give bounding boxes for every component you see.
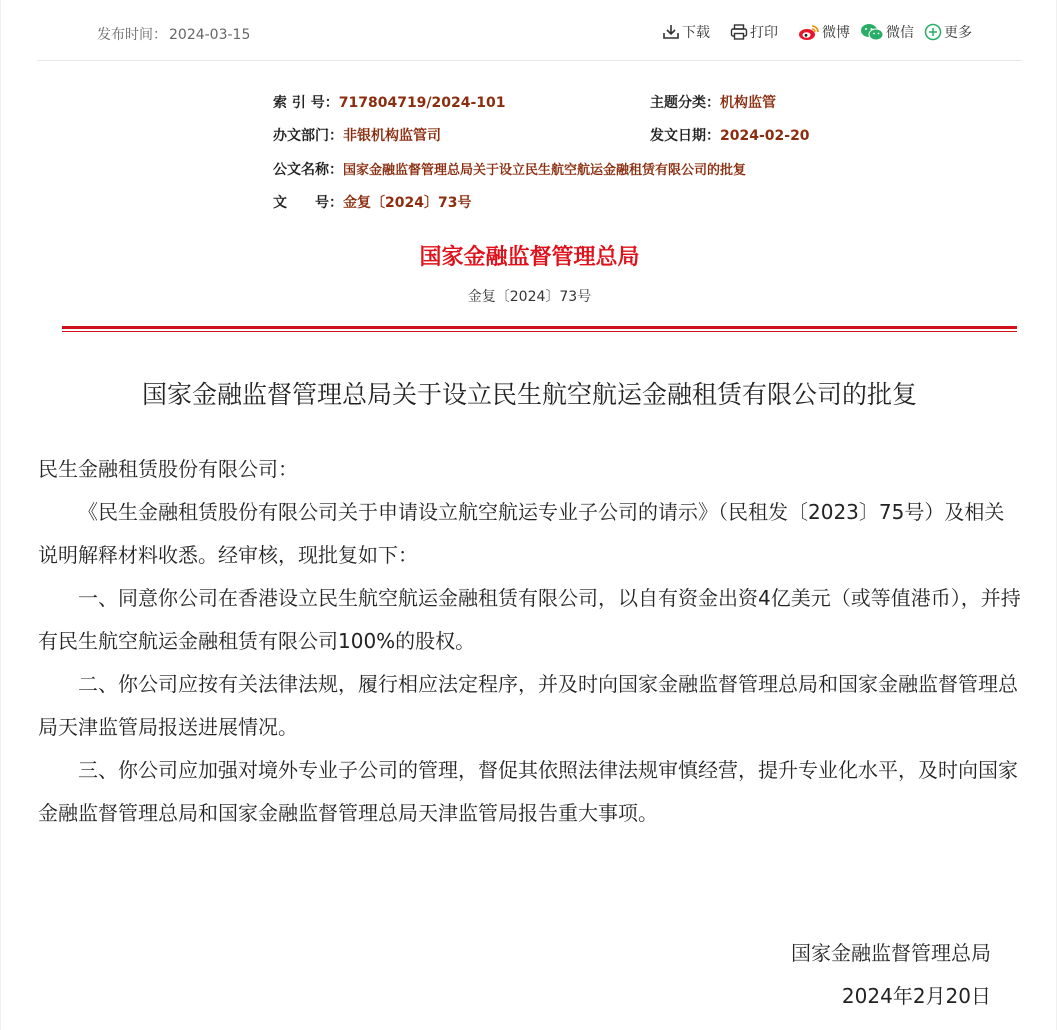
dept-value: 非银机构监管司 <box>343 128 441 144</box>
topic-value: 机构监管 <box>720 95 776 111</box>
publish-date <box>97 24 250 44</box>
plus-circle-icon <box>924 23 942 41</box>
issue-date-label: 发文日期： <box>650 128 720 144</box>
metadata-row-name <box>273 159 746 179</box>
weibo-icon <box>798 23 820 41</box>
weibo-share-button[interactable] <box>798 22 850 42</box>
issue-date-value: 2024-02-20 <box>720 128 810 144</box>
index-value: 717804719/2024-101 <box>338 95 506 111</box>
body-paragraph: 《民生金融租赁股份有限公司关于申请设立航空航运专业子公司的请示》（民租发〔2023〕75号）及相关说明解释材料收悉。经审核，现批复如下： <box>38 500 1005 567</box>
signature-date: 2024年2月20日 <box>841 984 991 1008</box>
metadata-row-number <box>273 192 471 212</box>
red-divider <box>62 326 1017 329</box>
doc-name-value: 国家金融监督管理总局关于设立民生航空航运金融租赁有限公司的批复 <box>343 163 747 178</box>
doc-name-label: 公文名称： <box>273 162 343 178</box>
download-icon <box>662 24 680 40</box>
document-title: 国家金融监督管理总局关于设立民生航空航运金融租赁有限公司的批复 <box>141 380 917 409</box>
issue-date-field <box>650 125 810 145</box>
publish-date-value: 2024-03-15 <box>169 27 251 43</box>
more-share-button[interactable] <box>924 22 972 42</box>
body-paragraph: 三、你公司应加强对境外专业子公司的管理，督促其依照法律法规审慎经营，提升专业化水平，及时向国家金融监督管理总局和国家金融监督管理总局天津监管局报告重大事项。 <box>38 758 1018 825</box>
printer-icon <box>730 24 748 40</box>
share-tools <box>662 22 972 42</box>
metadata-row-dept <box>273 125 833 145</box>
document-body <box>38 448 1023 835</box>
print-button[interactable] <box>730 22 778 42</box>
download-button[interactable] <box>662 22 710 42</box>
salutation: 民生金融租赁股份有限公司： <box>38 457 298 481</box>
weibo-label: 微博 <box>822 25 850 41</box>
download-label: 下载 <box>682 25 710 41</box>
doc-number-label: 文 号： <box>273 195 343 211</box>
wechat-share-button[interactable] <box>860 22 914 42</box>
more-label: 更多 <box>944 25 972 41</box>
topic-label: 主题分类： <box>650 95 720 111</box>
issuing-agency-header: 国家金融监督管理总局 <box>419 245 640 270</box>
wechat-icon <box>860 23 884 41</box>
dept-label: 办文部门： <box>273 128 343 144</box>
index-label: 索 引 号： <box>273 95 339 111</box>
topic-field <box>650 92 776 112</box>
body-paragraph: 二、你公司应按有关法律法规，履行相应法定程序，并及时向国家金融监督管理总局和国家金融监督管理总局天津监管局报送进展情况。 <box>38 672 1018 739</box>
metadata-row-index <box>273 92 833 112</box>
document-number: 金复〔2024〕73号 <box>467 289 592 305</box>
print-label: 打印 <box>750 25 778 41</box>
red-divider-thin <box>62 331 1017 332</box>
top-toolbar <box>37 0 1022 61</box>
publish-date-label: 发布时间： <box>97 27 167 43</box>
body-paragraph: 一、同意你公司在香港设立民生航空航运金融租赁有限公司，以自有资金出资4亿美元（或等值港币），并持有民生航空航运金融租赁有限公司100%的股权。 <box>38 586 1021 653</box>
doc-number-value: 金复〔2024〕73号 <box>343 195 472 211</box>
wechat-label: 微信 <box>886 25 914 41</box>
signature-agency: 国家金融监督管理总局 <box>791 941 991 965</box>
